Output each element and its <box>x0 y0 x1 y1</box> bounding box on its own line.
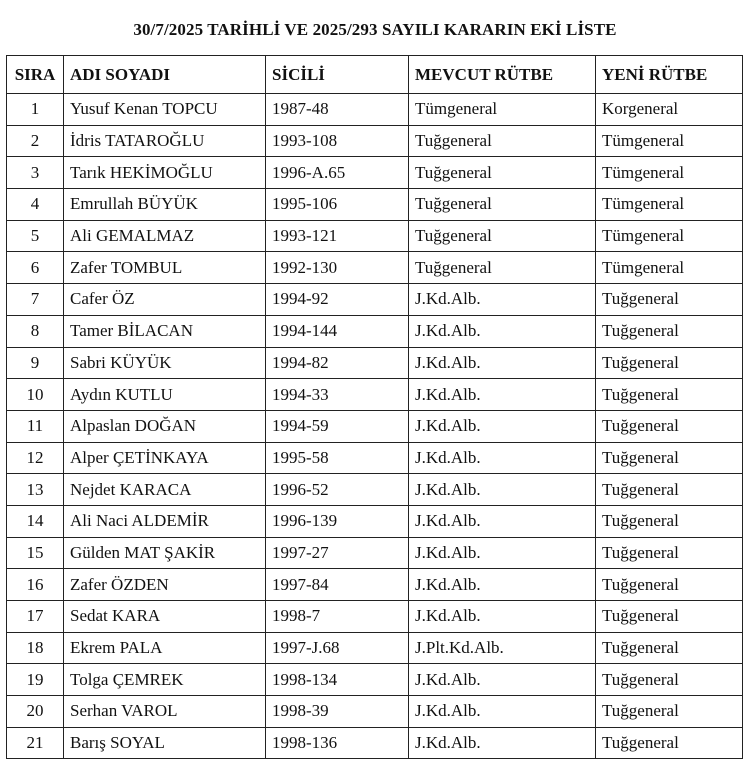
cell-sira: 8 <box>7 315 64 347</box>
cell-current-rank: J.Kd.Alb. <box>409 537 596 569</box>
cell-sira: 18 <box>7 632 64 664</box>
cell-name: Emrullah BÜYÜK <box>64 189 266 221</box>
cell-current-rank: Tuğgeneral <box>409 252 596 284</box>
cell-sicil: 1993-121 <box>266 220 409 252</box>
table-row <box>7 569 743 601</box>
cell-name: Barış SOYAL <box>64 727 266 759</box>
cell-sicil: 1994-92 <box>266 284 409 316</box>
cell-new-rank: Tuğgeneral <box>596 696 743 728</box>
column-header-current-rank: MEVCUT RÜTBE <box>409 56 596 94</box>
table-row <box>7 347 743 379</box>
cell-name: Ekrem PALA <box>64 632 266 664</box>
cell-sira: 20 <box>7 696 64 728</box>
cell-name: Serhan VAROL <box>64 696 266 728</box>
cell-current-rank: Tuğgeneral <box>409 189 596 221</box>
cell-name: Gülden MAT ŞAKİR <box>64 537 266 569</box>
cell-name: Tolga ÇEMREK <box>64 664 266 696</box>
document-title: 30/7/2025 TARİHLİ VE 2025/293 SAYILI KARARIN EKİ LİSTE <box>133 20 617 39</box>
cell-sira: 1 <box>7 94 64 126</box>
cell-sira: 17 <box>7 601 64 633</box>
cell-current-rank: J.Kd.Alb. <box>409 410 596 442</box>
cell-sira: 13 <box>7 474 64 506</box>
cell-sira: 4 <box>7 189 64 221</box>
cell-name: Nejdet KARACA <box>64 474 266 506</box>
cell-new-rank: Tuğgeneral <box>596 410 743 442</box>
cell-sicil: 1997-J.68 <box>266 632 409 664</box>
cell-new-rank: Korgeneral <box>596 94 743 126</box>
table-row <box>7 94 743 126</box>
cell-current-rank: J.Kd.Alb. <box>409 505 596 537</box>
cell-sicil: 1987-48 <box>266 94 409 126</box>
cell-sicil: 1996-52 <box>266 474 409 506</box>
cell-new-rank: Tuğgeneral <box>596 315 743 347</box>
cell-name: Tarık HEKİMOĞLU <box>64 157 266 189</box>
cell-new-rank: Tümgeneral <box>596 220 743 252</box>
promotion-list-table <box>6 55 743 759</box>
table-row <box>7 284 743 316</box>
cell-name: İdris TATAROĞLU <box>64 125 266 157</box>
cell-sira: 11 <box>7 410 64 442</box>
cell-new-rank: Tuğgeneral <box>596 727 743 759</box>
cell-current-rank: Tümgeneral <box>409 94 596 126</box>
cell-name: Yusuf Kenan TOPCU <box>64 94 266 126</box>
cell-name: Sabri KÜYÜK <box>64 347 266 379</box>
cell-new-rank: Tuğgeneral <box>596 632 743 664</box>
cell-sicil: 1993-108 <box>266 125 409 157</box>
cell-current-rank: J.Kd.Alb. <box>409 347 596 379</box>
cell-sicil: 1992-130 <box>266 252 409 284</box>
cell-sicil: 1998-7 <box>266 601 409 633</box>
cell-current-rank: J.Kd.Alb. <box>409 315 596 347</box>
cell-current-rank: J.Kd.Alb. <box>409 601 596 633</box>
table-row <box>7 379 743 411</box>
cell-sicil: 1996-A.65 <box>266 157 409 189</box>
cell-current-rank: J.Plt.Kd.Alb. <box>409 632 596 664</box>
cell-name: Zafer ÖZDEN <box>64 569 266 601</box>
cell-new-rank: Tuğgeneral <box>596 601 743 633</box>
cell-name: Alpaslan DOĞAN <box>64 410 266 442</box>
cell-current-rank: J.Kd.Alb. <box>409 696 596 728</box>
cell-current-rank: J.Kd.Alb. <box>409 442 596 474</box>
cell-current-rank: J.Kd.Alb. <box>409 474 596 506</box>
cell-sicil: 1994-33 <box>266 379 409 411</box>
table-row <box>7 696 743 728</box>
table-row <box>7 220 743 252</box>
cell-current-rank: J.Kd.Alb. <box>409 379 596 411</box>
cell-name: Ali Naci ALDEMİR <box>64 505 266 537</box>
cell-new-rank: Tuğgeneral <box>596 284 743 316</box>
table-row <box>7 442 743 474</box>
table-row <box>7 315 743 347</box>
cell-sicil: 1994-82 <box>266 347 409 379</box>
cell-name: Aydın KUTLU <box>64 379 266 411</box>
cell-new-rank: Tuğgeneral <box>596 505 743 537</box>
cell-sira: 5 <box>7 220 64 252</box>
cell-current-rank: Tuğgeneral <box>409 220 596 252</box>
cell-sicil: 1995-58 <box>266 442 409 474</box>
cell-new-rank: Tuğgeneral <box>596 442 743 474</box>
table-row <box>7 601 743 633</box>
table-row <box>7 664 743 696</box>
table-row <box>7 537 743 569</box>
table-row <box>7 252 743 284</box>
cell-sira: 6 <box>7 252 64 284</box>
cell-sicil: 1997-27 <box>266 537 409 569</box>
cell-name: Sedat KARA <box>64 601 266 633</box>
cell-sicil: 1995-106 <box>266 189 409 221</box>
cell-sicil: 1994-144 <box>266 315 409 347</box>
column-header-new-rank: YENİ RÜTBE <box>596 56 743 94</box>
column-header-sicil: SİCİLİ <box>266 56 409 94</box>
cell-name: Alper ÇETİNKAYA <box>64 442 266 474</box>
cell-new-rank: Tümgeneral <box>596 252 743 284</box>
cell-sira: 15 <box>7 537 64 569</box>
cell-sicil: 1998-134 <box>266 664 409 696</box>
cell-name: Tamer BİLACAN <box>64 315 266 347</box>
table-row <box>7 410 743 442</box>
cell-new-rank: Tuğgeneral <box>596 474 743 506</box>
cell-new-rank: Tuğgeneral <box>596 537 743 569</box>
cell-sira: 16 <box>7 569 64 601</box>
cell-new-rank: Tuğgeneral <box>596 379 743 411</box>
table-row <box>7 157 743 189</box>
cell-sira: 10 <box>7 379 64 411</box>
cell-name: Zafer TOMBUL <box>64 252 266 284</box>
cell-current-rank: J.Kd.Alb. <box>409 727 596 759</box>
cell-sicil: 1998-39 <box>266 696 409 728</box>
table-row <box>7 632 743 664</box>
cell-sicil: 1998-136 <box>266 727 409 759</box>
table-row <box>7 727 743 759</box>
cell-sira: 2 <box>7 125 64 157</box>
cell-sicil: 1996-139 <box>266 505 409 537</box>
table-body <box>7 94 743 759</box>
cell-current-rank: J.Kd.Alb. <box>409 284 596 316</box>
cell-new-rank: Tuğgeneral <box>596 664 743 696</box>
table-header-row <box>7 56 743 94</box>
cell-new-rank: Tümgeneral <box>596 125 743 157</box>
table-row <box>7 125 743 157</box>
cell-sira: 12 <box>7 442 64 474</box>
cell-sira: 14 <box>7 505 64 537</box>
cell-new-rank: Tümgeneral <box>596 189 743 221</box>
cell-new-rank: Tümgeneral <box>596 157 743 189</box>
cell-new-rank: Tuğgeneral <box>596 347 743 379</box>
cell-current-rank: J.Kd.Alb. <box>409 569 596 601</box>
table-row <box>7 474 743 506</box>
cell-sira: 19 <box>7 664 64 696</box>
cell-sira: 7 <box>7 284 64 316</box>
cell-current-rank: J.Kd.Alb. <box>409 664 596 696</box>
cell-sicil: 1994-59 <box>266 410 409 442</box>
table-row <box>7 189 743 221</box>
cell-current-rank: Tuğgeneral <box>409 125 596 157</box>
cell-current-rank: Tuğgeneral <box>409 157 596 189</box>
cell-name: Ali GEMALMAZ <box>64 220 266 252</box>
cell-sicil: 1997-84 <box>266 569 409 601</box>
table-row <box>7 505 743 537</box>
cell-name: Cafer ÖZ <box>64 284 266 316</box>
cell-new-rank: Tuğgeneral <box>596 569 743 601</box>
cell-sira: 9 <box>7 347 64 379</box>
column-header-sira: SIRA <box>7 56 64 94</box>
column-header-name: ADI SOYADI <box>64 56 266 94</box>
cell-sira: 21 <box>7 727 64 759</box>
cell-sira: 3 <box>7 157 64 189</box>
